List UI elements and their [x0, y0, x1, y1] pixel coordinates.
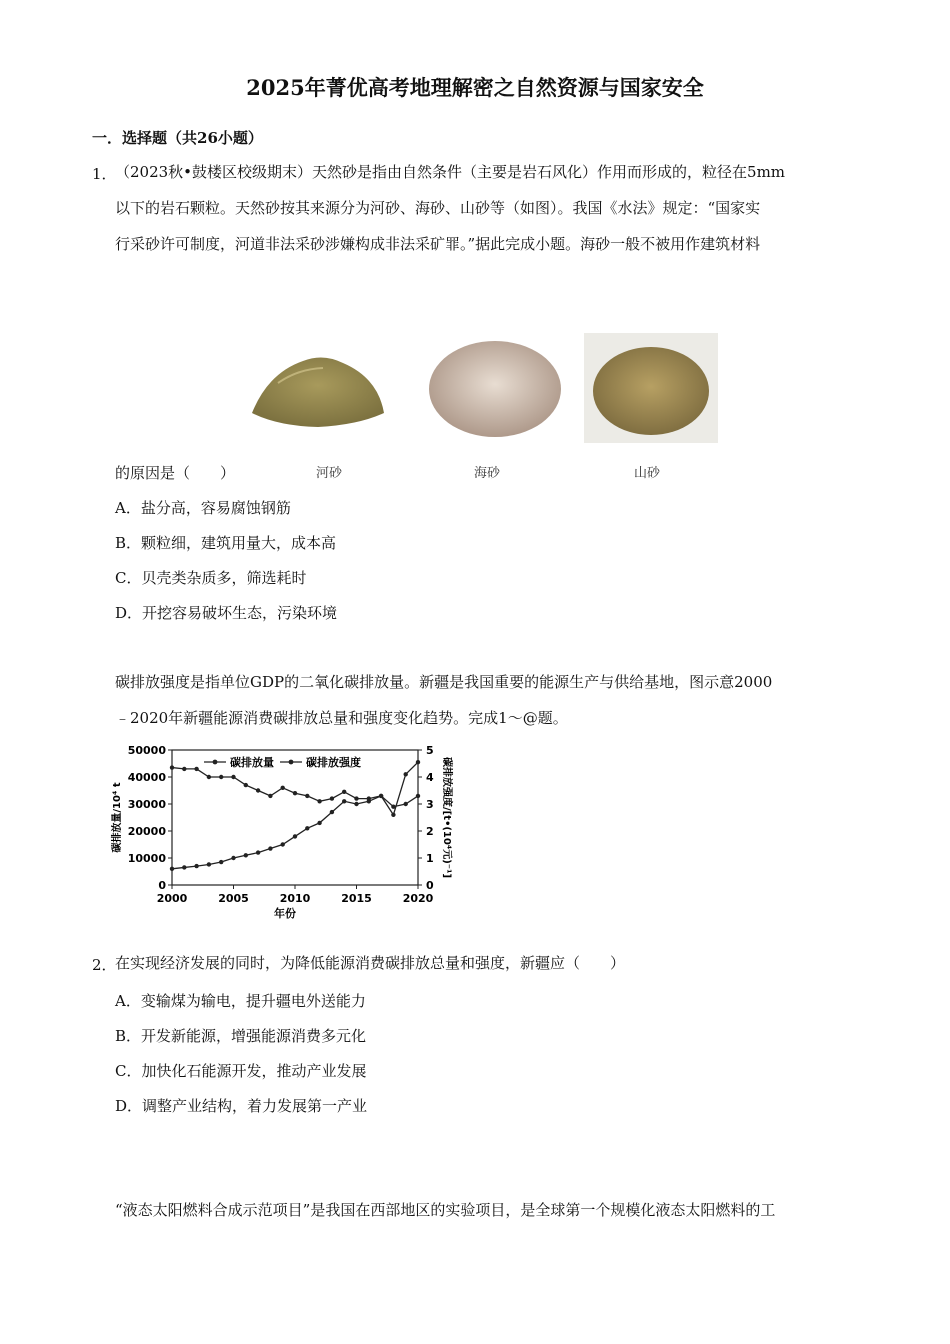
series-2-point — [354, 796, 358, 800]
question-2-stem: 在实现经济发展的同时，为降低能源消费碳排放总量和强度，新疆应（ ） — [115, 954, 626, 972]
series-2-point — [330, 796, 334, 800]
passage-3-line-1: “液态太阳燃料合成示范项目”是我国在西部地区的实验项目，是全球第一个规模化液态太阳燃料的工 — [115, 1201, 776, 1219]
question-1-option-b[interactable]: B．颗粒细，建筑用量大，成本高 — [115, 534, 337, 552]
series-1-point — [404, 802, 408, 806]
section-heading: 一．选择题（共26小题） — [92, 129, 263, 147]
series-1-point — [182, 865, 186, 869]
legend-marker-2 — [289, 760, 294, 765]
series-2-point — [317, 799, 321, 803]
question-1-option-d[interactable]: D．开挖容易破坏生态，污染环境 — [115, 604, 338, 622]
legend-marker-1 — [213, 760, 218, 765]
series-1-point — [207, 862, 211, 866]
series-2-point — [391, 813, 395, 817]
series-2-point — [367, 796, 371, 800]
y2-tick-label: 2 — [426, 825, 434, 838]
legend-label-2: 碳排放强度 — [306, 756, 361, 769]
series-1-point — [268, 846, 272, 850]
series-2-point — [281, 786, 285, 790]
photo-caption-mountain-sand: 山砂 — [634, 466, 661, 481]
x-tick-label: 2015 — [341, 892, 372, 905]
question-1-line-4: 的原因是（ ） — [115, 464, 236, 482]
question-1-line-1: （2023秋•鼓楼区校级期末）天然砂是指由自然条件（主要是岩石风化）作用而形成的，粒径在5mm — [115, 163, 786, 181]
series-1-point — [194, 864, 198, 868]
question-1-line-2: 以下的岩石颗粒。天然砂按其来源分为河砂、海砂、山砂等（如图）。我国《水法》规定：“国家实 — [115, 199, 761, 217]
series-1-point — [342, 799, 346, 803]
series-2-point — [416, 760, 420, 764]
y-axis-label: 碳排放量/10⁴ t — [112, 782, 123, 853]
x-axis-label: 年份 — [274, 907, 296, 920]
y2-tick-label: 4 — [426, 771, 434, 784]
series-line-1 — [172, 796, 418, 869]
y2-tick-label: 1 — [426, 852, 434, 865]
series-line-2 — [172, 762, 418, 815]
question-1-number: 1． — [92, 165, 117, 183]
sea-sand-image — [425, 333, 565, 445]
passage-2-line-1: 碳排放强度是指单位GDP的二氧化碳排放量。新疆是我国重要的能源生产与供给基地，图示意2000 — [115, 673, 773, 691]
photo-caption-sea-sand: 海砂 — [474, 466, 501, 481]
y-tick-label: 0 — [158, 879, 166, 892]
series-2-point — [379, 794, 383, 798]
series-1-point — [354, 802, 358, 806]
series-1-point — [281, 842, 285, 846]
question-2-option-c[interactable]: C．加快化石能源开发，推动产业发展 — [115, 1062, 367, 1080]
y-tick-label: 20000 — [127, 825, 166, 838]
y2-axis-label: 碳排放强度/[t•(10⁴元)⁻¹] — [441, 756, 452, 879]
series-1-point — [231, 856, 235, 860]
series-2-point — [231, 775, 235, 779]
series-1-point — [317, 821, 321, 825]
series-2-point — [219, 775, 223, 779]
series-1-point — [305, 826, 309, 830]
passage-2-line-2: ﹣2020年新疆能源消费碳排放总量和强度变化趋势。完成1～@题。 — [115, 709, 568, 727]
series-1-point — [416, 794, 420, 798]
carbon-emission-chart — [108, 740, 452, 930]
series-1-point — [219, 860, 223, 864]
series-2-point — [256, 788, 260, 792]
river-sand-image — [248, 333, 388, 445]
y-tick-label: 50000 — [127, 744, 166, 757]
series-2-point — [244, 783, 248, 787]
series-2-point — [182, 767, 186, 771]
series-1-point — [293, 834, 297, 838]
question-1-option-c[interactable]: C．贝壳类杂质多，筛选耗时 — [115, 569, 307, 587]
series-2-point — [305, 794, 309, 798]
x-tick-label: 2000 — [156, 892, 188, 905]
legend-label-1: 碳排放量 — [230, 756, 274, 769]
series-1-point — [170, 867, 174, 871]
series-2-point — [268, 794, 272, 798]
question-2-option-d[interactable]: D．调整产业结构，着力发展第一产业 — [115, 1097, 368, 1115]
y-tick-label: 40000 — [127, 771, 166, 784]
series-2-point — [404, 772, 408, 776]
series-1-point — [244, 853, 248, 857]
photo-caption-river-sand: 河砂 — [316, 466, 343, 481]
y-tick-label: 30000 — [127, 798, 166, 811]
x-tick-label: 2005 — [218, 892, 249, 905]
question-2-option-a[interactable]: A．变输煤为输电，提升疆电外送能力 — [115, 992, 366, 1010]
y2-tick-label: 5 — [426, 744, 434, 757]
question-2-option-b[interactable]: B．开发新能源，增强能源消费多元化 — [115, 1027, 367, 1045]
series-2-point — [194, 767, 198, 771]
series-2-point — [342, 790, 346, 794]
question-2-number: 2． — [92, 956, 117, 974]
series-2-point — [170, 765, 174, 769]
mountain-sand-image — [584, 333, 718, 443]
series-2-point — [293, 791, 297, 795]
series-1-point — [330, 810, 334, 814]
series-2-point — [207, 775, 211, 779]
x-tick-label: 2020 — [402, 892, 434, 905]
series-1-point — [256, 850, 260, 854]
y2-tick-label: 3 — [426, 798, 434, 811]
x-tick-label: 2010 — [279, 892, 311, 905]
y-tick-label: 10000 — [127, 852, 166, 865]
question-1-option-a[interactable]: A．盐分高，容易腐蚀钢筋 — [115, 499, 291, 517]
y2-tick-label: 0 — [426, 879, 434, 892]
question-1-line-3: 行采砂许可制度，河道非法采砂涉嫌构成非法采矿罪。”据此完成小题。海砂一般不被用作建筑材料 — [115, 235, 761, 253]
page-title: 2025年菁优高考地理解密之自然资源与国家安全 — [246, 75, 704, 100]
